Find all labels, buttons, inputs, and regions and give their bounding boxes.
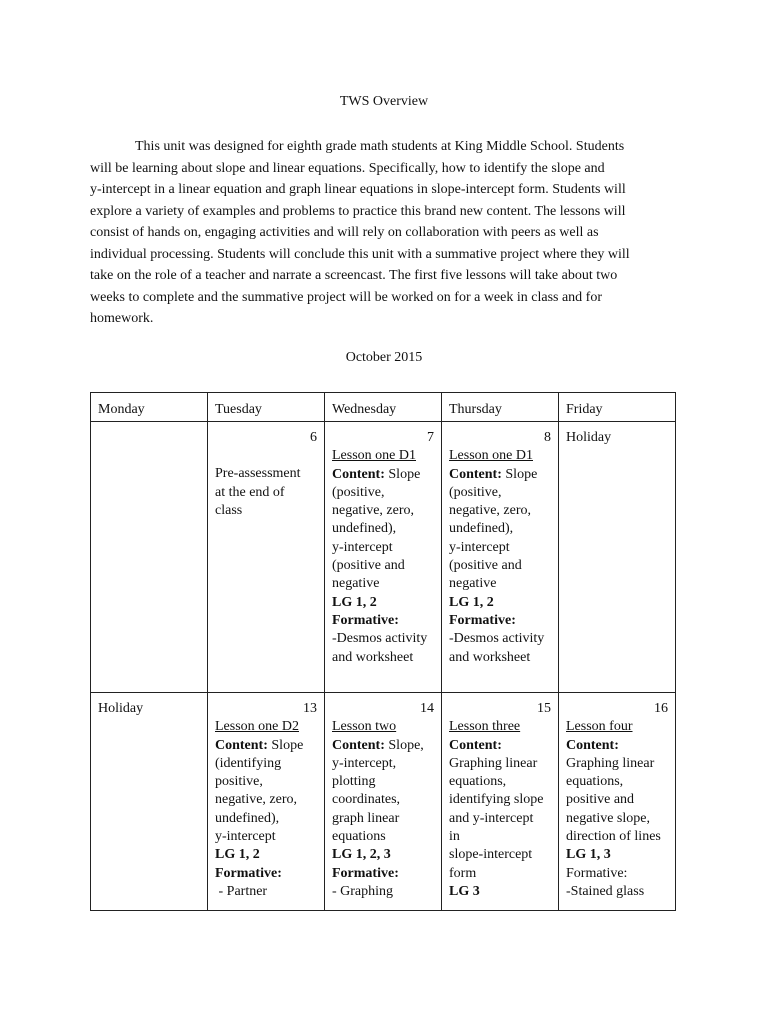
content-text: Slope, <box>384 737 424 753</box>
day-cell-15 <box>442 693 559 911</box>
intro-paragraph <box>90 136 675 330</box>
cell-line: coordinates, <box>332 792 401 808</box>
lesson-title: Lesson one D1 <box>332 448 416 464</box>
header-thursday: Thursday <box>442 393 559 422</box>
formative-label: Formative: <box>566 865 628 881</box>
intro-line: homework. <box>90 311 154 326</box>
lesson-title: Lesson one D1 <box>449 448 533 464</box>
content-label: Content: <box>566 737 619 753</box>
content-label: Content: <box>332 466 385 482</box>
holiday-label: Holiday <box>98 701 144 716</box>
cell-line: negative <box>449 576 497 592</box>
cell-line: form <box>449 865 477 881</box>
calendar-header-row <box>91 393 676 422</box>
intro-line: y-intercept in a linear equation and graph linear equations in slope-intercept form. Students will <box>90 182 626 197</box>
day-number: 8 <box>544 430 551 445</box>
learning-goal: LG 1, 2 <box>332 594 377 610</box>
intro-line: individual processing. Students will conclude this unit with a summative project where they will <box>90 246 630 262</box>
intro-line: take on the role of a teacher and narrate a screencast. The first five lessons will take about two <box>90 268 618 283</box>
cell-line: graph linear <box>332 810 400 826</box>
formative-label: Formative: <box>449 612 516 628</box>
day-cell-6 <box>208 422 325 693</box>
day-cell-16 <box>559 693 676 911</box>
cell-line: identifying slope <box>449 792 544 808</box>
intro-line: explore a variety of examples and problems to practice this brand new content. The lessons will <box>90 203 626 219</box>
learning-goal: LG 1, 3 <box>566 847 611 863</box>
holiday-label: Holiday <box>566 430 612 445</box>
cell-line: undefined), <box>215 810 280 826</box>
header-tuesday: Tuesday <box>208 393 325 422</box>
cell-line: y-intercept, <box>332 755 397 771</box>
day-number: 14 <box>420 701 434 716</box>
lesson-title: Lesson four <box>566 719 633 735</box>
intro-line: This unit was designed for eighth grade math students at King Middle School. Students <box>135 139 625 154</box>
content-label: Content: <box>449 737 502 753</box>
formative-label: Formative: <box>332 612 399 628</box>
calendar-week-row <box>91 693 676 911</box>
cell-line: -Stained glass <box>566 883 645 899</box>
day-number: 13 <box>303 701 317 716</box>
cell-line: positive, <box>215 774 263 790</box>
cell-line: y-intercept <box>215 829 276 845</box>
content-label: Content: <box>449 466 502 482</box>
cell-line: Graphing linear <box>566 755 655 771</box>
content-label: Content: <box>332 737 385 753</box>
learning-goal: LG 3 <box>449 883 480 899</box>
intro-line: consist of hands on, engaging activities and will rely on collaboration with peers as well as <box>90 225 599 240</box>
day-number: 16 <box>654 701 668 716</box>
cell-line: class <box>215 502 243 518</box>
intro-line: weeks to complete and the summative project will be worked on for a week in class and for <box>90 289 603 305</box>
cell-line: slope-intercept <box>449 847 533 863</box>
cell-line: (positive, <box>332 484 385 500</box>
day-cell-14 <box>325 693 442 911</box>
learning-goal: LG 1, 2, 3 <box>332 847 391 863</box>
content-text: Slope <box>267 737 304 753</box>
cell-line: (positive and <box>449 558 522 574</box>
learning-goal: LG 1, 2 <box>449 594 494 610</box>
day-cell-7 <box>325 422 442 693</box>
content-label: Content: <box>215 737 268 753</box>
content-text: Slope <box>501 466 538 482</box>
cell-line: and worksheet <box>332 649 414 665</box>
cell-line: -Desmos activity <box>449 631 545 647</box>
cell-line: undefined), <box>449 521 514 537</box>
lesson-title: Lesson two <box>332 719 397 735</box>
intro-line: will be learning about slope and linear equations. Specifically, how to identify the slope and <box>90 160 605 176</box>
header-wednesday: Wednesday <box>325 393 442 422</box>
cell-line: negative <box>332 576 380 592</box>
day-cell-8 <box>442 422 559 693</box>
lesson-title: Lesson three <box>449 719 521 735</box>
lesson-title: Lesson one D2 <box>215 719 299 735</box>
cell-line: and y-intercept <box>449 810 534 826</box>
cell-line: equations <box>332 829 386 845</box>
day-cell-holiday <box>559 422 676 693</box>
day-cell-holiday <box>91 693 208 911</box>
day-number: 15 <box>537 701 551 716</box>
header-monday: Monday <box>91 393 208 422</box>
header-friday: Friday <box>559 393 676 422</box>
day-cell-empty <box>91 422 208 693</box>
cell-line: negative slope, <box>566 810 650 826</box>
cell-line: - Partner <box>215 883 268 899</box>
cell-line: (positive, <box>449 484 502 500</box>
cell-line: equations, <box>449 774 507 790</box>
document-title: TWS Overview <box>339 94 429 109</box>
day-number: 7 <box>427 430 434 445</box>
cell-line: at the end of <box>215 484 285 500</box>
cell-line: (identifying <box>215 755 282 771</box>
calendar-month: October 2015 <box>345 350 423 365</box>
day-cell-13 <box>208 693 325 911</box>
calendar-table <box>90 392 676 911</box>
cell-line: (positive and <box>332 558 405 574</box>
day-number: 6 <box>310 430 317 445</box>
cell-line: undefined), <box>332 521 397 537</box>
cell-line: and worksheet <box>449 649 531 665</box>
cell-line: Graphing linear <box>449 755 538 771</box>
cell-line: Pre-assessment <box>215 466 301 482</box>
cell-line: negative, zero, <box>332 503 415 519</box>
cell-line: -Desmos activity <box>332 631 428 647</box>
cell-line: plotting <box>332 774 376 790</box>
cell-line: positive and <box>566 792 635 808</box>
calendar-week-row <box>91 422 676 693</box>
learning-goal: LG 1, 2 <box>215 847 260 863</box>
formative-label: Formative: <box>332 865 399 881</box>
content-text: Slope <box>384 466 421 482</box>
cell-line: equations, <box>566 774 624 790</box>
cell-line: direction of lines <box>566 829 661 845</box>
cell-line: - Graphing <box>332 883 394 899</box>
cell-line: negative, zero, <box>215 792 298 808</box>
cell-line: in <box>449 829 460 845</box>
cell-line: y-intercept <box>332 539 393 555</box>
formative-label: Formative: <box>215 865 282 881</box>
cell-line: y-intercept <box>449 539 510 555</box>
cell-line: negative, zero, <box>449 503 532 519</box>
